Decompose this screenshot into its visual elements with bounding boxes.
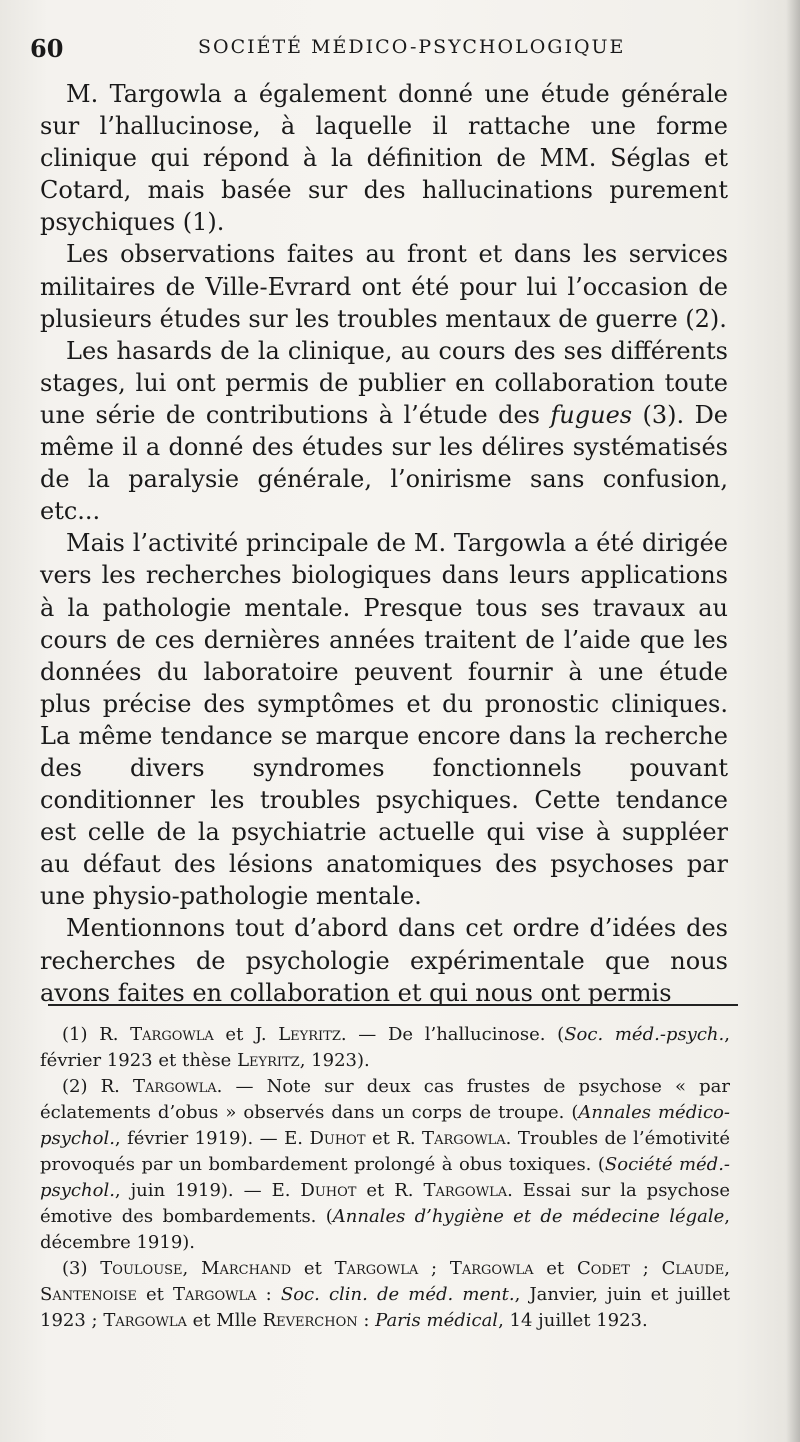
- page-number: 60: [30, 34, 64, 63]
- footnote-journal: Soc. clin. de méd. ment.: [280, 1284, 515, 1305]
- footnote-text: . Essai sur la psychose émotive des bombardements. (: [40, 1180, 730, 1227]
- footnote-text: :: [256, 1284, 281, 1305]
- footnote-2: [40, 1074, 730, 1256]
- footnote-author: R. Targowla: [394, 1180, 508, 1201]
- page-header: [30, 34, 750, 64]
- footnote-2-number: (2): [62, 1076, 101, 1097]
- footnote-author: Targowla: [334, 1258, 419, 1279]
- footnote-text: , 14 juillet 1923.: [498, 1310, 648, 1331]
- footnote-journal: Annales médico-psychol.: [40, 1102, 730, 1149]
- footnote-author: Marchand: [201, 1258, 292, 1279]
- footnote-1: [40, 1022, 730, 1074]
- paragraph-5: Mentionnons tout d’abord dans cet ordre d’idées des recherches de psychologie expérimentale que nous avons faites en collaboration et qui nous ont permis: [40, 914, 728, 1007]
- footnote-text: et Mlle: [186, 1310, 263, 1331]
- running-head: SOCIÉTÉ MÉDICO-PSYCHOLOGIQUE: [198, 36, 626, 58]
- footnote-author: Leyritz: [237, 1050, 300, 1071]
- footnote-text: , février 1923 et thèse: [40, 1024, 730, 1071]
- footnote-3: [40, 1256, 730, 1334]
- footnote-text: et: [213, 1024, 255, 1045]
- footnote-text: , décembre 1919).: [40, 1206, 731, 1253]
- footnote-text: :: [357, 1310, 376, 1331]
- footnote-text: , juin 1919). —: [114, 1180, 272, 1201]
- paragraph-1: M. Targowla a également donné une étude générale sur l’hallucinose, à laquelle il rattache une forme clinique qui répond à la définition de MM. Séglas et Cotard, mais basée sur des hallucinations purement psychiques (1).: [40, 80, 728, 237]
- footnote-text: ,: [182, 1258, 202, 1279]
- footnote-text: et: [356, 1180, 395, 1201]
- paragraph-3-text-a: Les hasards de la clinique, au cours des ses différents stages, lui ont permis de publier en collaboration toute une série de contributions à l’étude des: [40, 336, 728, 429]
- footnote-text: , février 1919). —: [114, 1128, 285, 1149]
- footnote-author: J. Leyritz: [255, 1024, 341, 1045]
- footnote-author: R. Targowla: [396, 1128, 506, 1149]
- footnote-journal: Paris médical: [375, 1310, 499, 1331]
- footnote-author: Targowla: [103, 1310, 187, 1331]
- footnote-text: . — De l’hallucinose. (: [340, 1024, 565, 1045]
- footnote-text: et: [291, 1258, 335, 1279]
- paragraph-3-text-c: (3). De même il a donné des études sur les délires systématisés de la paralysie générale, l’onirisme sans confusion, etc...: [40, 400, 729, 526]
- footnote-text: , Janvier, juin et juillet 1923 ;: [40, 1284, 730, 1331]
- footnote-author: R. Targowla: [99, 1024, 214, 1045]
- footnote-1-number: (1): [62, 1024, 100, 1045]
- footnote-text: , 1923).: [299, 1050, 370, 1071]
- paragraph-4: Mais l’activité principale de M. Targowla a été dirigée vers les recherches biologiques dans leurs applications à la pathologie mentale. Presque tous ses travaux au cours de ces dernières années traitent de l’aide que les données du laboratoire peuvent fournir à une étude plus précise des symptômes et du pronostic cliniques. La même tendance se marque encore dans la recherche des divers syndromes fonctionnels pouvant conditionner les troubles psychiques. Cette tendance est celle de la psychiatrie actuelle qui vise à suppléer au défaut des lésions anatomiques des psychoses par une physio-pathologie mentale.: [40, 529, 728, 911]
- footnote-journal: Annales d’hygiène et de médecine légale: [332, 1206, 725, 1227]
- footnote-journal: Soc. méd.-psych.: [564, 1024, 725, 1045]
- paragraph-3-emphasis: fugues: [550, 400, 633, 429]
- paragraph-3: [40, 335, 728, 528]
- footnote-text: et: [365, 1128, 397, 1149]
- footnote-text: ;: [629, 1258, 662, 1279]
- footnote-text: ,: [724, 1258, 730, 1279]
- footnote-author: Toulouse: [100, 1258, 183, 1279]
- footnote-author: Claude: [661, 1258, 725, 1279]
- footnote-journal: Société méd.-psychol.: [40, 1154, 731, 1201]
- footnote-text: . Troubles de l’émotivité provoqués par un bombardement prolongé à obus toxiques. (: [40, 1128, 730, 1175]
- footnote-text: . — Note sur deux cas frustes de psychose « par éclatements d’obus » observés dans un corps de troupe. (: [40, 1076, 730, 1123]
- footnote-author: E. Duhot: [271, 1180, 357, 1201]
- footnote-author: E. Duhot: [284, 1128, 366, 1149]
- footnote-author: Santenoise: [40, 1284, 137, 1305]
- paragraph-2: Les observations faites au front et dans les services militaires de Ville-Evrard ont été pour lui l’occasion de plusieurs études sur les troubles mentaux de guerre (2).: [40, 240, 728, 333]
- footnote-3-number: (3): [62, 1258, 101, 1279]
- footnote-author: R. Targowla: [100, 1076, 217, 1097]
- footnote-text: ;: [418, 1258, 450, 1279]
- footnote-author: Targowla: [172, 1284, 257, 1305]
- footnotes: [40, 1022, 730, 1334]
- footnote-text: et: [136, 1284, 173, 1305]
- footnote-author: Reverchon: [262, 1310, 358, 1331]
- main-text: [40, 78, 728, 1009]
- footnote-author: Codet: [576, 1258, 630, 1279]
- footnote-separator: [48, 1004, 738, 1006]
- footnote-author: Targowla: [449, 1258, 534, 1279]
- footnote-text: et: [533, 1258, 577, 1279]
